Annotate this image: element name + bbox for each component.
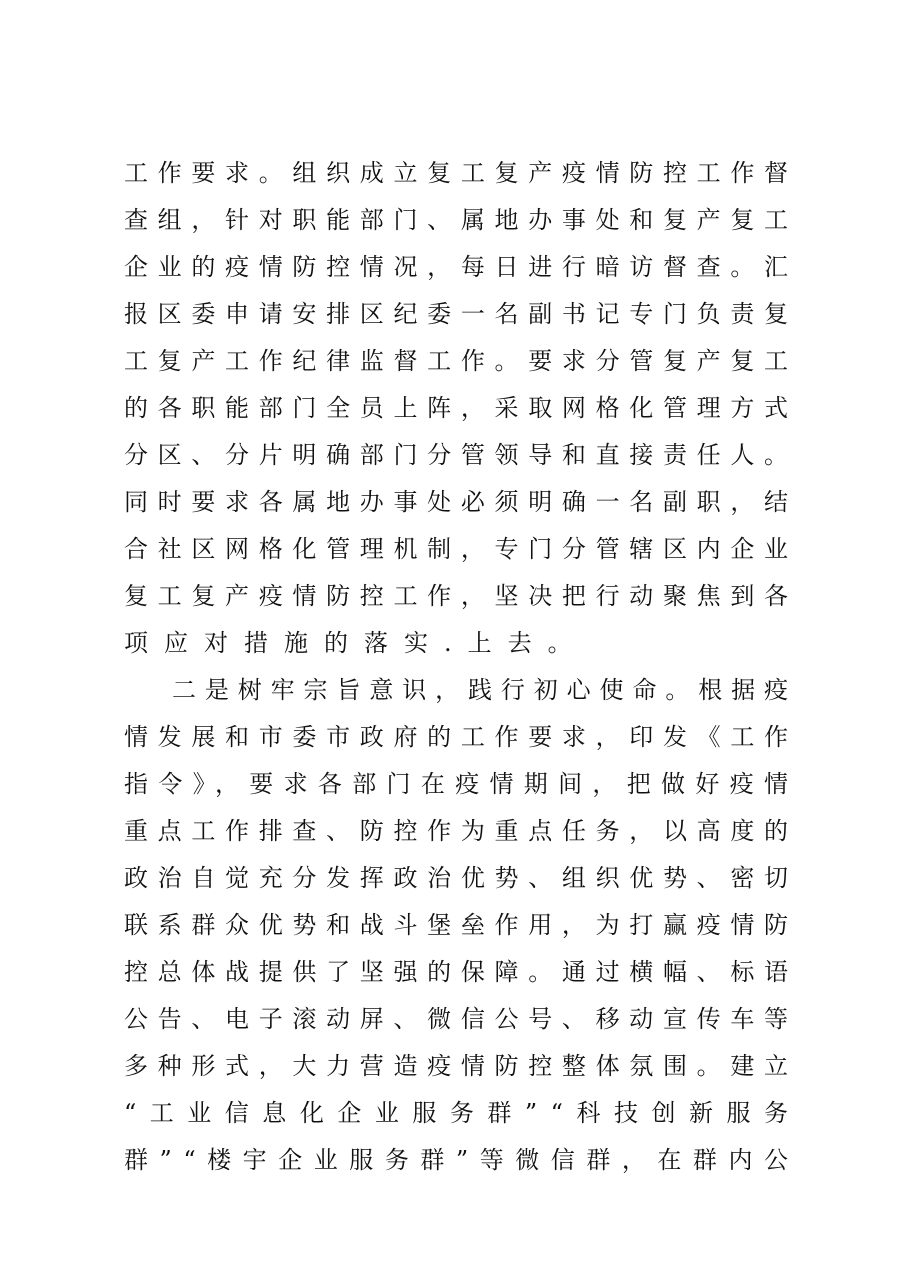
text-line: 多种形式，大力营造疫情防控整体氛围。建立 [124, 1052, 798, 1080]
text-line: 联系群众优势和战斗堡垒作用，为打赢疫情防 [124, 911, 798, 939]
paragraph-start-line: 二是树牢宗旨意识，践行初心使命。根据疫 [172, 676, 797, 704]
text-line: 控总体战提供了坚强的保障。通过横幅、标语 [124, 958, 798, 986]
text-line: 合社区网格化管理机制，专门分管辖区内企业 [124, 535, 798, 563]
body-text [124, 150, 802, 1184]
text-line: 公告、电子滚动屏、微信公号、移动宣传车等 [124, 1005, 798, 1033]
text-line: 查组，针对职能部门、属地办事处和复产复工 [124, 206, 798, 234]
text-line: “工业信息化企业服务群”“科技创新服务 [124, 1099, 802, 1127]
text-line: 群”“楼宇企业服务群”等微信群，在群内公 [124, 1146, 800, 1174]
text-line: 复工复产疫情防控工作，坚决把行动聚焦到各 [124, 582, 798, 610]
text-line: 分区、分片明确部门分管领导和直接责任人。 [124, 441, 798, 469]
text-line: 报区委申请安排区纪委一名副书记专门负责复 [124, 300, 798, 328]
text-line: 企业的疫情防控情况，每日进行暗访督查。汇 [124, 253, 798, 281]
text-line: 工复产工作纪律监督工作。要求分管复产复工 [124, 347, 798, 375]
text-line: 指令》，要求各部门在疫情期间，把做好疫情 [124, 770, 799, 798]
text-line: 重点工作排查、防控作为重点任务，以高度的 [124, 817, 798, 845]
paragraph-end-line: 项应对措施的落实.上去。 [124, 629, 588, 657]
text-line: 工作要求。组织成立复工复产疫情防控工作督 [124, 159, 798, 187]
text-line: 政治自觉充分发挥政治优势、组织优势、密切 [124, 864, 798, 892]
text-line: 的各职能部门全员上阵，采取网格化管理方式 [124, 394, 798, 422]
text-line: 情发展和市委市政府的工作要求，印发《工作 [124, 723, 798, 751]
text-line: 同时要求各属地办事处必须明确一名副职，结 [124, 488, 798, 516]
